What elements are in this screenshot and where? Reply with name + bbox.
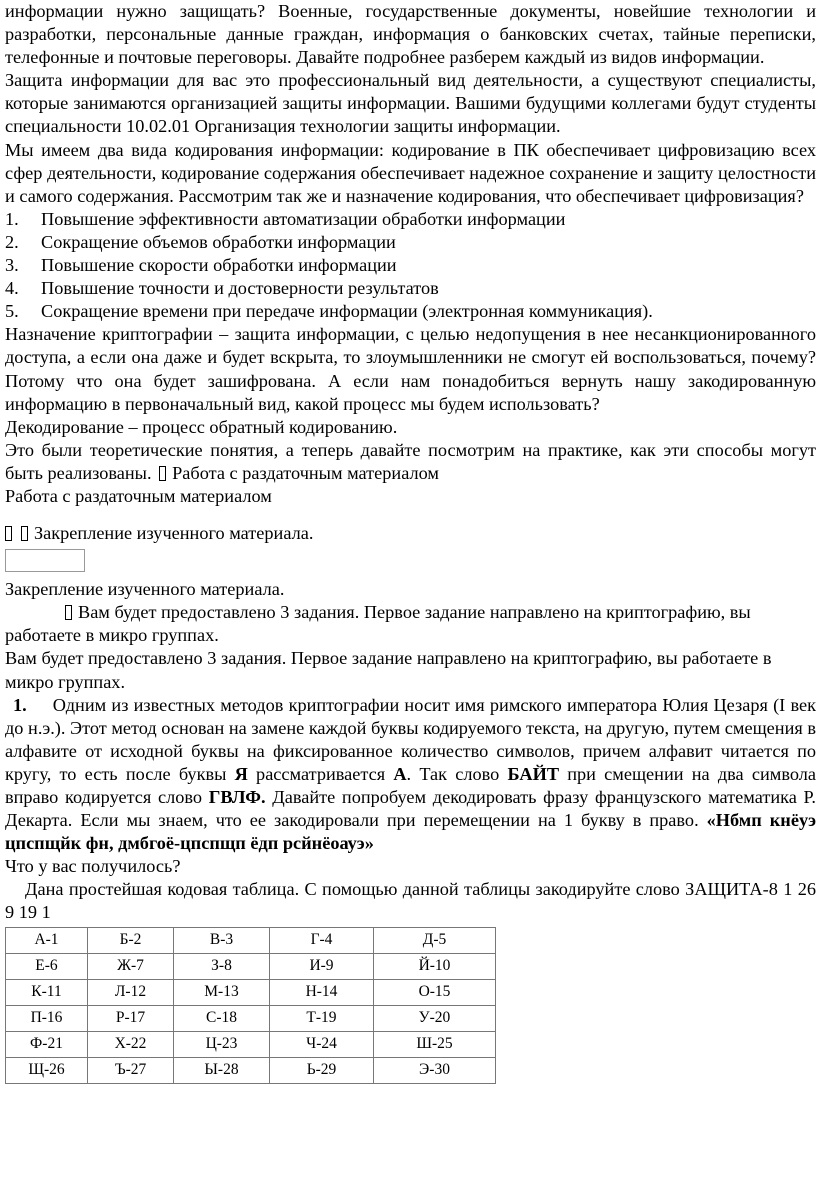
table-cell: М-13 [174,979,270,1005]
table-row [6,953,496,979]
table-cell: Д-5 [374,927,496,953]
code-table [5,927,496,1084]
table-cell: О-15 [374,979,496,1005]
paragraph-practice: Это были теоретические понятия, а теперь давайте посмотрим на практике, как эти способы могут быть реализованы. Работа с раздаточным материалом [5,439,816,483]
empty-image-frame [5,549,85,572]
table-cell: Й-10 [374,953,496,979]
paragraph-info-protection-intro: информации нужно защищать? Военные, государственные документы, новейшие технологии и разработки, персональные данные граждан, информация о банковских счетах, тайные переписки, телефонные и почтовые переговоры. Давайте подробнее разберем каждый из видов информации. [5,1,816,68]
table-row [6,1005,496,1031]
missing-glyph-icon [159,466,166,481]
list-item: 2. Сокращение объемов обработки информации [5,231,396,252]
heading-handout-work: Работа с раздаточным материалом [5,485,272,506]
table-cell: С-18 [174,1005,270,1031]
paragraph-coding-types: Мы имеем два вида кодирования информации: кодирование в ПК обеспечивает цифровизацию всех сфер деятельности, кодирование содержания обеспечивает надежное сохранение и защиту целостности и самого содержания. Рассмотрим так же и назначение кодирования, что обеспечивает цифровизация? [5,139,816,206]
list-item: 5. Сокращение времени при передаче информации (электронная коммуникация). [5,301,653,322]
table-row [6,1057,496,1083]
table-cell: Р-17 [88,1005,174,1031]
table-cell: Ф-21 [6,1031,88,1057]
table-cell: И-9 [270,953,374,979]
table-cell: Ь-29 [270,1057,374,1083]
heading-consolidation: Закрепление изученного материала. [5,579,285,600]
digitization-list [5,208,816,323]
bullet-consolidation: Закрепление изученного материала. [5,522,816,545]
paragraph-three-tasks: Вам будет предоставлено 3 задания. Первое задание направлено на криптографию, вы работаете в микро группах. [5,648,772,692]
missing-glyph-icon [5,526,12,541]
table-cell: П-16 [6,1005,88,1031]
table-cell: З-8 [174,953,270,979]
list-item: 4. Повышение точности и достоверности результатов [5,278,439,299]
table-cell: А-1 [6,927,88,953]
list-item: 3. Повышение скорости обработки информации [5,255,397,276]
table-cell: Ъ-27 [88,1057,174,1083]
table-cell: Б-2 [88,927,174,953]
table-cell: У-20 [374,1005,496,1031]
table-cell: Ш-25 [374,1031,496,1057]
task-1-caesar-cipher: 1. Одним из известных методов криптографии носит имя римского императора Юлия Цезаря (I век до н.э.). Этот метод основан на замене каждой буквы кодируемого текста, на другую, путем смещения в алфавите от исходной буквы на фиксированное количество символов, причем алфавит читается по кругу, то есть после буквы Я рассматривается А. Так слово БАЙТ при смещении на два символа вправо кодируется слово ГВЛФ. Давайте попробуем декодировать фразу французского математика Р. Декарта. Если мы знаем, что ее закодировали при перемещении на 1 букву в право. «Нбмп кнёуэ цпспщйк фн, дмбгоё-цпспщп ёдп рсйнёоауэ» [5,694,816,854]
table-cell: Х-22 [88,1031,174,1057]
table-cell: Л-12 [88,979,174,1005]
table-cell: В-3 [174,927,270,953]
table-cell: Ы-28 [174,1057,270,1083]
table-cell: Е-6 [6,953,88,979]
table-cell: Т-19 [270,1005,374,1031]
paragraph-profession: Защита информации для вас это профессиональный вид деятельности, а существуют специалисты, которые занимаются организацией защиты информации. Вашими будущими коллегами будут студенты специальности 10.02.01 Организация технологии защиты информации. [5,70,816,137]
bullet-three-tasks: Вам будет предоставлено 3 задания. Первое задание направлено на криптографию, вы работаете в микро группах. [5,602,751,646]
spacer [5,508,816,522]
paragraph-cryptography-purpose: Назначение криптографии – защита информации, с целью недопущения в нее несанкционированного доступа, а если она даже и будет вскрыта, то злоумышленники не смогут ей воспользоваться, почему? Потому что она будет зашифрована. А если нам понадобиться вернуть нашу закодированную информацию в первоначальный вид, какой процесс мы будем использовать? [5,324,816,414]
table-row [6,1031,496,1057]
table-cell: Н-14 [270,979,374,1005]
list-item: 1. Повышение эффективности автоматизации обработки информации [5,208,566,229]
missing-glyph-icon [21,526,28,541]
question-result: Что у вас получилось? [5,856,181,877]
table-cell: К-11 [6,979,88,1005]
table-row [6,927,496,953]
table-row [6,979,496,1005]
table-cell: Ч-24 [270,1031,374,1057]
missing-glyph-icon [65,605,72,620]
table-cell: Э-30 [374,1057,496,1083]
task-2-code-table: Дана простейшая кодовая таблица. С помощью данной таблицы закодируйте слово ЗАЩИТА-8 1 26 9 19 1 [5,879,816,923]
table-cell: Г-4 [270,927,374,953]
table-cell: Ж-7 [88,953,174,979]
table-cell: Ц-23 [174,1031,270,1057]
table-cell: Щ-26 [6,1057,88,1083]
paragraph-decoding-definition: Декодирование – процесс обратный кодированию. [5,416,398,437]
